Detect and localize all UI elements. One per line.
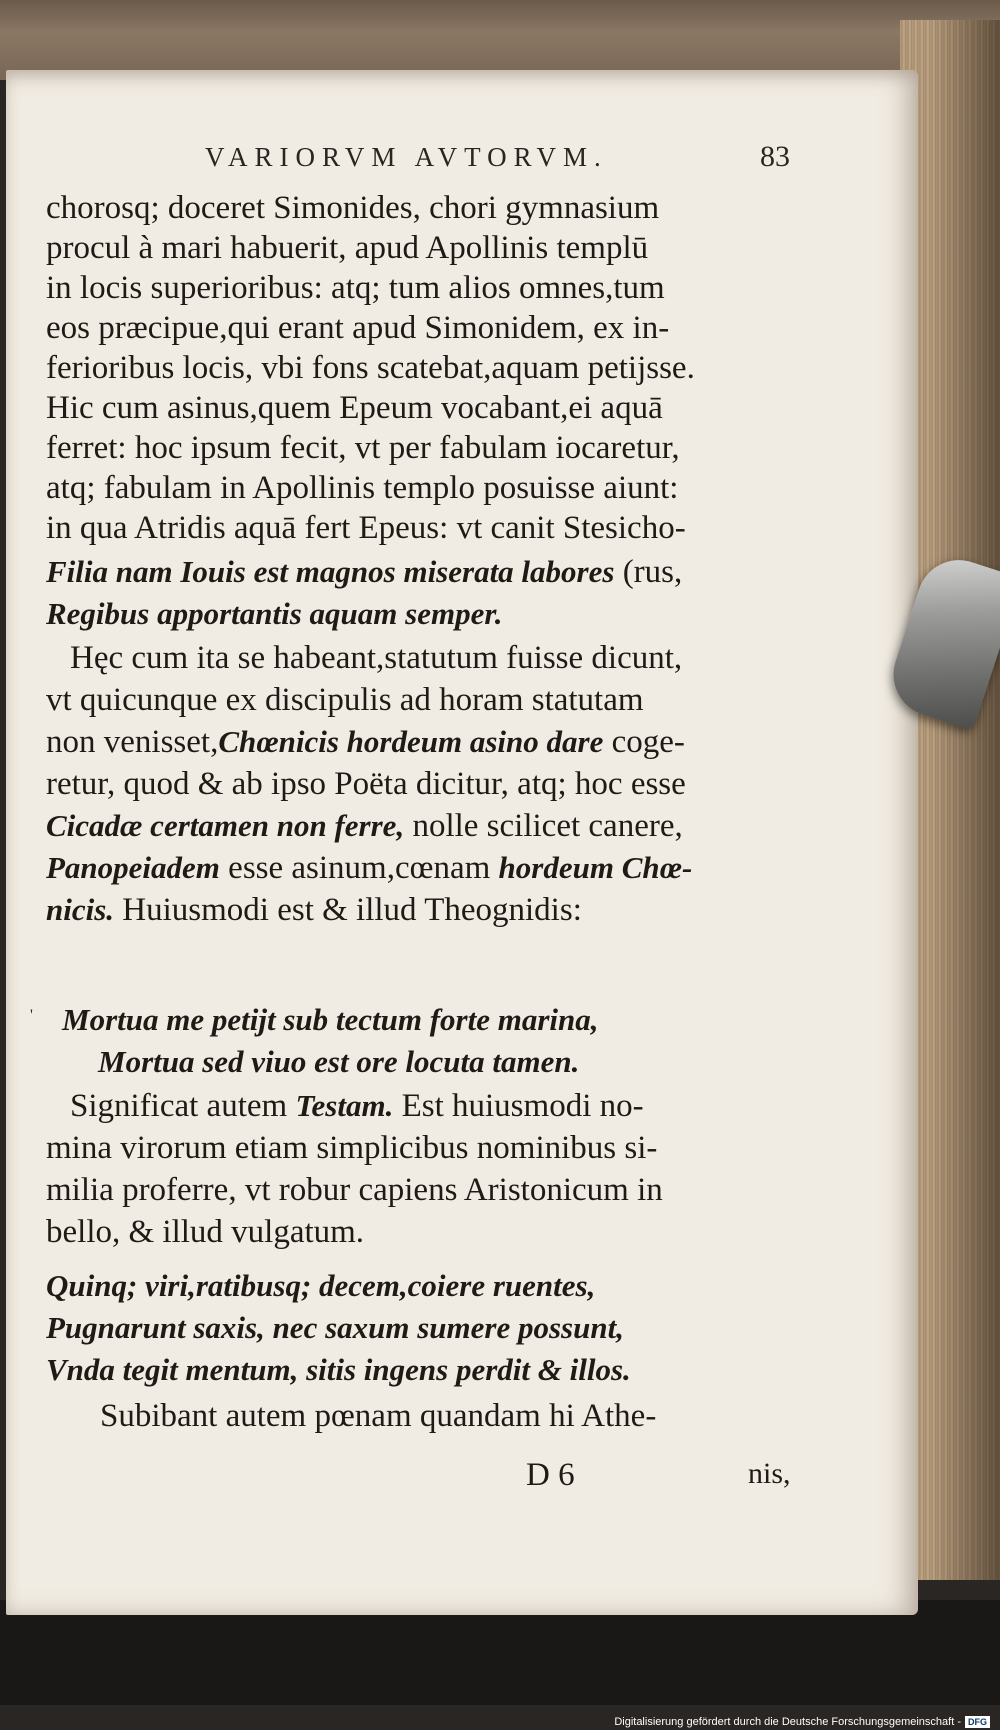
text-roman: non venisset, bbox=[46, 724, 219, 760]
text-italic: Panopeiadem bbox=[46, 850, 220, 885]
text-line bbox=[46, 848, 692, 888]
verse-italic: Filia nam Iouis est magnos miserata labores bbox=[46, 554, 615, 589]
paragraph-start bbox=[70, 1086, 644, 1126]
text-line: mina virorum etiam simplicibus nominibus si- bbox=[46, 1130, 658, 1166]
verse-line: Quinq; viri,ratibusq; decem,coiere ruentes, bbox=[46, 1268, 596, 1303]
text-line: procul à mari habuerit, apud Apollinis templū bbox=[46, 230, 649, 266]
text-roman: coge- bbox=[603, 724, 685, 760]
text-line: atq; fabulam in Apollinis templo posuisse aiunt: bbox=[46, 470, 679, 506]
catchword: nis, bbox=[748, 1457, 791, 1490]
text-italic: nicis. bbox=[46, 892, 115, 927]
text-line: ferioribus locis, vbi fons scatebat,aquam petijsse. bbox=[46, 350, 695, 386]
text-roman: Significat autem bbox=[70, 1088, 296, 1124]
text-italic: Cicadæ certamen non ferre, bbox=[46, 808, 405, 843]
text-line: in qua Atridis aquā fert Epeus: vt canit Stesicho- bbox=[46, 510, 686, 546]
margin-mark: ' bbox=[30, 1007, 33, 1024]
running-head: VARIORVM AVTORVM. bbox=[205, 142, 608, 172]
text-roman: nolle scilicet canere, bbox=[404, 808, 683, 844]
verse-line: Pugnarunt saxis, nec saxum sumere possunt, bbox=[46, 1310, 624, 1345]
text-line bbox=[46, 890, 582, 930]
text-roman: Est huiusmodi no- bbox=[393, 1088, 644, 1124]
signature-mark: D 6 bbox=[526, 1457, 575, 1493]
text-italic: hordeum Chœ- bbox=[498, 850, 693, 885]
text-line bbox=[46, 806, 683, 846]
text-line bbox=[46, 722, 685, 762]
text-line: retur, quod & ab ipso Poëta dicitur, atq; hoc esse bbox=[46, 766, 686, 802]
book-top-edge bbox=[0, 0, 1000, 80]
text-line: bello, & illud vulgatum. bbox=[46, 1214, 365, 1250]
text-line: vt quicunque ex discipulis ad horam statutam bbox=[46, 682, 644, 718]
credit-text: Digitalisierung gefördert durch die Deutsche Forschungsgemeinschaft - bbox=[614, 1716, 961, 1728]
page-number: 83 bbox=[760, 140, 790, 173]
fore-edge-shadow bbox=[930, 20, 1000, 1580]
verse-line: Mortua me petijt sub tectum forte marina, bbox=[62, 1002, 599, 1037]
verse-line: Regibus apportantis aquam semper. bbox=[46, 596, 503, 631]
text-line: in locis superioribus: atq; tum alios omnes,tum bbox=[46, 270, 665, 306]
text-line: milia proferre, vt robur capiens Aristonicum in bbox=[46, 1172, 663, 1208]
text-line: Hic cum asinus,quem Epeum vocabant,ei aquā bbox=[46, 390, 663, 426]
text-line: ferret: hoc ipsum fecit, vt per fabulam iocaretur, bbox=[46, 430, 680, 466]
paragraph-start: Hęc cum ita se habeant,statutum fuisse dicunt, bbox=[70, 640, 683, 676]
digitization-credit bbox=[614, 1716, 990, 1728]
text-line: chorosq; doceret Simonides, chori gymnasium bbox=[46, 190, 660, 226]
text-italic: Chœnicis hordeum asino dare bbox=[218, 724, 604, 759]
dfg-logo: DFG bbox=[965, 1716, 990, 1728]
verse-line: Mortua sed viuo est ore locuta tamen. bbox=[98, 1044, 580, 1079]
verse-line: Vnda tegit mentum, sitis ingens perdit & illos. bbox=[46, 1352, 631, 1387]
text-italic: Testam. bbox=[295, 1088, 394, 1123]
text-roman: esse asinum,cœnam bbox=[219, 850, 499, 886]
text-line: Subibant autem pœnam quandam hi Athe- bbox=[100, 1398, 657, 1434]
verse-tail: (rus, bbox=[614, 554, 683, 590]
background-band bbox=[0, 1600, 1000, 1705]
verse-line bbox=[46, 552, 682, 592]
text-roman: Huiusmodi est & illud Theognidis: bbox=[114, 892, 582, 928]
text-line: eos præcipue,qui erant apud Simonidem, ex in- bbox=[46, 310, 670, 346]
